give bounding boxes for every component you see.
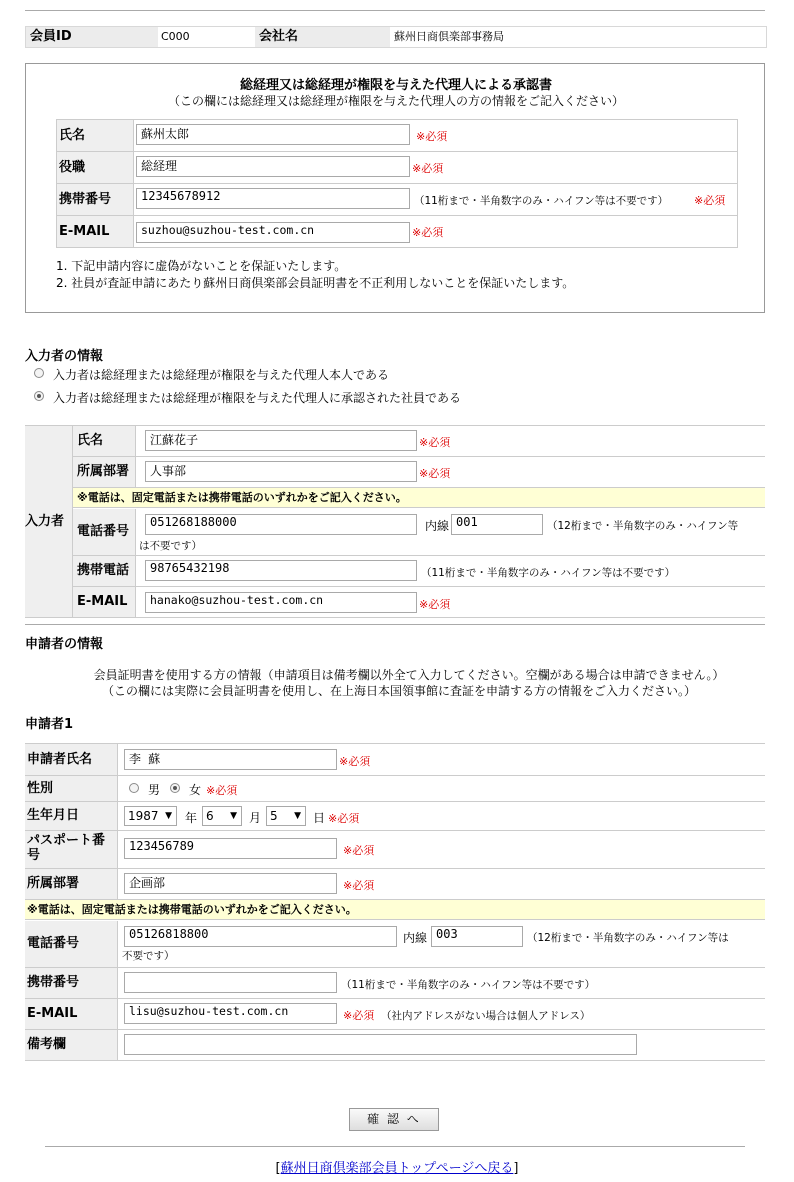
required-mark: ※必須	[419, 467, 451, 480]
approval-email-row	[57, 216, 737, 248]
required-mark: ※必須	[419, 436, 451, 449]
entrant-option-2-radio[interactable]	[34, 391, 44, 401]
entrant-phone-input[interactable]: 051268188000	[145, 514, 417, 535]
applicant-name-input[interactable]: 李 蘇	[124, 749, 337, 770]
birth-year-value: 1987	[128, 809, 159, 823]
entrant-email-label: E-MAIL	[73, 587, 136, 617]
entrant-email-row	[73, 587, 765, 617]
birth-year-select[interactable]	[124, 806, 177, 826]
entrant-mobile-note: （11桁まで・半角数字のみ・ハイフン等は不要です）	[421, 567, 676, 579]
confirm-button[interactable]: 確 認 へ	[349, 1108, 439, 1131]
applicant-email-label: E-MAIL	[25, 999, 118, 1029]
required-mark: ※必須	[343, 1009, 375, 1022]
applicant-ext-label: 内線	[403, 931, 428, 945]
required-mark: ※必須	[343, 879, 375, 892]
applicant-email-input[interactable]: lisu@suzhou-test.com.cn	[124, 1003, 337, 1024]
approval-name-input[interactable]: 蘇州太郎	[136, 124, 410, 145]
applicant-section-title: 申請者の情報	[25, 637, 104, 652]
applicant-desc-2: （この欄には実際に会員証明書を使用し、在上海日本国領事館に査証を申請する方の情報をご入力ください。）	[101, 684, 696, 698]
chevron-down-icon: ▼	[294, 811, 301, 821]
footer-link-wrap	[0, 1157, 794, 1176]
applicant-email-note: （社内アドレスがない場合は個人アドレス）	[381, 1010, 591, 1022]
approval-position-label: 役職	[57, 152, 134, 183]
entrant-mobile-row	[73, 556, 765, 587]
entrant-mobile-label: 携帯電話	[73, 556, 136, 586]
pledge-item-1: 1. 下記申請内容に虚偽がないことを保証いたします。	[56, 259, 347, 273]
entrant-name-input[interactable]: 江蘇花子	[145, 430, 417, 451]
passport-label-line-1: パスポート番	[27, 833, 106, 848]
entrant-phone-row	[73, 509, 765, 556]
required-mark: ※必須	[328, 812, 360, 825]
entrant-ext-input[interactable]: 001	[451, 514, 543, 535]
applicant-phone-input[interactable]: 05126818800	[124, 926, 397, 947]
member-top-page-link[interactable]: 蘇州日商倶楽部会員トップページへ戻る	[280, 1161, 514, 1176]
entrant-ext-label: 内線	[425, 519, 450, 533]
approval-box	[25, 63, 765, 313]
approval-mobile-label: 携帯番号	[57, 184, 134, 215]
entrant-phone-warning: ※電話は、固定電話または携帯電話のいずれかをご記入ください。	[73, 488, 765, 508]
entrant-table	[25, 425, 765, 618]
applicant-phone-note-2: 不要です）	[122, 950, 175, 962]
approval-position-row	[57, 152, 737, 184]
chevron-down-icon: ▼	[230, 811, 237, 821]
company-value: 蘇州日商倶楽部事務局	[394, 30, 504, 43]
applicant-passport-input[interactable]: 123456789	[124, 838, 337, 859]
approval-mobile-note: （11桁まで・半角数字のみ・ハイフン等は不要です）	[414, 195, 669, 207]
applicant-passport-label	[25, 831, 118, 868]
applicant-mobile-input[interactable]	[124, 972, 337, 993]
applicant-dept-input[interactable]: 企画部	[124, 873, 337, 894]
required-mark: ※必須	[694, 194, 726, 207]
gender-male-radio[interactable]	[129, 783, 139, 793]
link-bracket-close: ]	[513, 1161, 519, 1176]
entrant-mobile-input[interactable]: 98765432198	[145, 560, 417, 581]
gender-female-label[interactable]: 女	[189, 783, 202, 797]
approval-table	[56, 119, 738, 248]
entrant-dept-input[interactable]: 人事部	[145, 461, 417, 482]
applicant-1-title: 申請者1	[25, 717, 74, 732]
gender-male-label[interactable]: 男	[148, 783, 161, 797]
applicant-birth-label: 生年月日	[25, 802, 118, 830]
required-mark: ※必須	[343, 844, 375, 857]
entrant-option-2-label[interactable]: 入力者は総経理または総経理が権限を与えた代理人に承認された社員である	[53, 391, 462, 405]
applicant-gender-row	[25, 776, 765, 802]
top-divider	[25, 10, 765, 11]
applicant-gender-label: 性別	[25, 776, 118, 801]
approval-position-input[interactable]: 総経理	[136, 156, 410, 177]
approval-email-label: E-MAIL	[57, 216, 134, 247]
applicant-email-row	[25, 999, 765, 1030]
applicant-remarks-row	[25, 1030, 765, 1061]
section-divider	[25, 624, 765, 625]
applicant-table	[25, 743, 765, 1052]
entrant-name-label: 氏名	[73, 426, 136, 456]
entrant-dept-row	[73, 457, 765, 488]
applicant-name-row	[25, 744, 765, 776]
required-mark: ※必須	[339, 755, 371, 768]
applicant-name-label: 申請者氏名	[25, 744, 118, 775]
entrant-name-row	[73, 426, 765, 457]
entrant-phone-note-1: （12桁まで・半角数字のみ・ハイフン等	[547, 520, 739, 532]
applicant-mobile-label: 携帯番号	[25, 968, 118, 998]
applicant-ext-input[interactable]: 003	[431, 926, 523, 947]
approval-subtitle: （この欄には総経理又は総経理が権限を与えた代理人の方の情報をご記入ください）	[167, 94, 624, 108]
birth-month-select[interactable]	[202, 806, 242, 826]
applicant-phone-note-1: （12桁まで・半角数字のみ・ハイフン等は	[527, 932, 729, 944]
applicant-phone-warning: ※電話は、固定電話または携帯電話のいずれかをご記入ください。	[25, 900, 765, 920]
day-unit: 日	[313, 811, 326, 825]
gender-female-radio[interactable]	[170, 783, 180, 793]
required-mark: ※必須	[206, 784, 238, 797]
entrant-dept-label: 所属部署	[73, 457, 136, 487]
applicant-passport-row	[25, 831, 765, 869]
approval-name-row	[57, 120, 737, 152]
entrant-email-input[interactable]: hanako@suzhou-test.com.cn	[145, 592, 417, 613]
required-mark: ※必須	[412, 226, 444, 239]
approval-title: 総経理又は総経理が権限を与えた代理人による承認書	[239, 78, 552, 93]
footer-divider	[45, 1146, 745, 1147]
entrant-option-1-radio[interactable]	[34, 368, 44, 378]
applicant-phone-row	[25, 921, 765, 968]
chevron-down-icon: ▼	[165, 811, 172, 821]
applicant-remarks-input[interactable]	[124, 1034, 637, 1055]
approval-name-label: 氏名	[57, 120, 134, 151]
applicant-birth-row	[25, 802, 765, 831]
entrant-section-title: 入力者の情報	[25, 349, 104, 364]
year-unit: 年	[185, 811, 198, 825]
applicant-remarks-label: 備考欄	[25, 1030, 118, 1060]
company-label: 会社名	[255, 27, 390, 47]
approval-email-input[interactable]: suzhou@suzhou-test.com.cn	[136, 222, 410, 243]
entrant-option-1-label[interactable]: 入力者は総経理または総経理が権限を与えた代理人本人である	[53, 368, 390, 382]
passport-label-line-2: 号	[27, 848, 41, 863]
approval-mobile-input[interactable]: 12345678912	[136, 188, 410, 209]
required-mark: ※必須	[416, 130, 448, 143]
link-bracket-open: [	[275, 1161, 281, 1176]
month-unit: 月	[249, 811, 262, 825]
applicant-mobile-note: （11桁まで・半角数字のみ・ハイフン等は不要です）	[341, 979, 596, 991]
approval-mobile-row	[57, 184, 737, 216]
applicant-dept-label: 所属部署	[25, 869, 118, 899]
applicant-desc-1: 会員証明書を使用する方の情報（申請項目は備考欄以外全て入力してください。空欄がある場合は申請できません。）	[93, 668, 725, 682]
applicant-mobile-row	[25, 968, 765, 999]
required-mark: ※必須	[412, 162, 444, 175]
applicant-dept-row	[25, 869, 765, 900]
required-mark: ※必須	[419, 598, 451, 611]
birth-day-value: 5	[270, 809, 278, 823]
member-info-row	[25, 26, 767, 48]
applicant-phone-label: 電話番号	[25, 921, 118, 967]
member-id-label: 会員ID	[26, 27, 158, 47]
pledge-item-2: 2. 社員が査証申請にあたり蘇州日商倶楽部会員証明書を不正利用しないことを保証いたします。	[56, 276, 575, 290]
birth-month-value: 6	[206, 809, 214, 823]
birth-day-select[interactable]	[266, 806, 306, 826]
entrant-phone-note-2: は不要です）	[139, 540, 202, 552]
member-id-value: C000	[161, 30, 190, 43]
entrant-side-label: 入力者	[25, 426, 73, 617]
entrant-phone-label: 電話番号	[73, 509, 136, 555]
